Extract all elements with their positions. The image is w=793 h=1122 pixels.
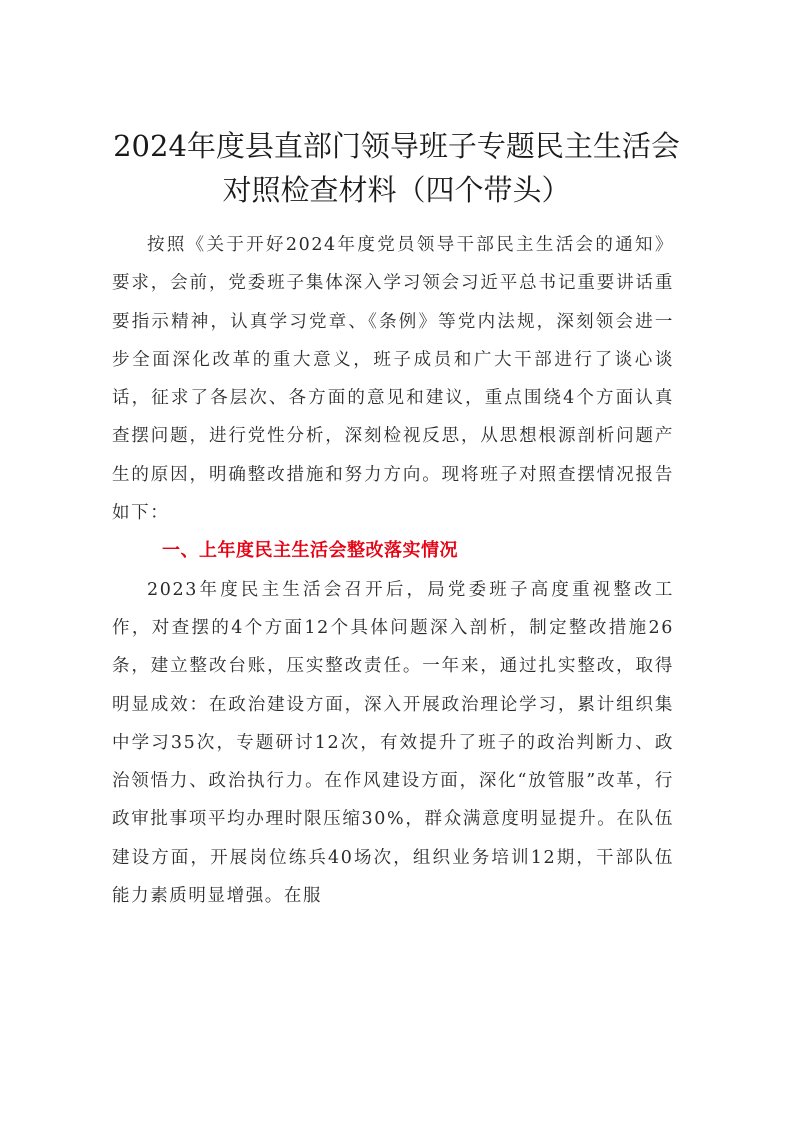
document-body [112, 226, 674, 915]
section-1-paragraph: 2023年度民主生活会召开后，局党委班子高度重视整改工作，对查摆的4个方面12个具体问题深入剖析，制定整改措施26条，建立整改台账，压实整改责任。一年来，通过扎实整改，取得明显成效：在政治建设方面，深入开展政治理论学习，累计组织集中学习35次，专题研讨12次，有效提升了班子的政治判断力、政治领悟力、政治执行力。在作风建设方面，深化“放管服”改革，行政审批事项平均办理时限压缩30%，群众满意度明显提升。在队伍建设方面，开展岗位练兵40场次，组织业务培训12期，干部队伍能力素质明显增强。在服 [112, 579, 674, 907]
section-heading-1: 一、上年度民主生活会整改落实情况 [162, 540, 458, 562]
document-title-line-1: 2024年度县直部门领导班子专题民主生活会 [113, 129, 680, 163]
intro-paragraph: 按照《关于开好2024年度党员领导干部民主生活会的通知》要求，会前，党委班子集体深入学习领会习近平总书记重要讲话重要指示精神，认真学习党章、《条例》等党内法规，深刻领会进一步全面深化改革的重大意义，班子成员和广大干部进行了谈心谈话，征求了各层次、各方面的意见和建议，重点围绕4个方面认真查摆问题，进行党性分析，深刻检视反思，从思想根源剖析问题产生的原因，明确整改措施和努力方向。现将班子对照查摆情况报告如下： [112, 235, 674, 524]
document-title-line-2: 对照检查材料（四个带头） [222, 173, 571, 207]
